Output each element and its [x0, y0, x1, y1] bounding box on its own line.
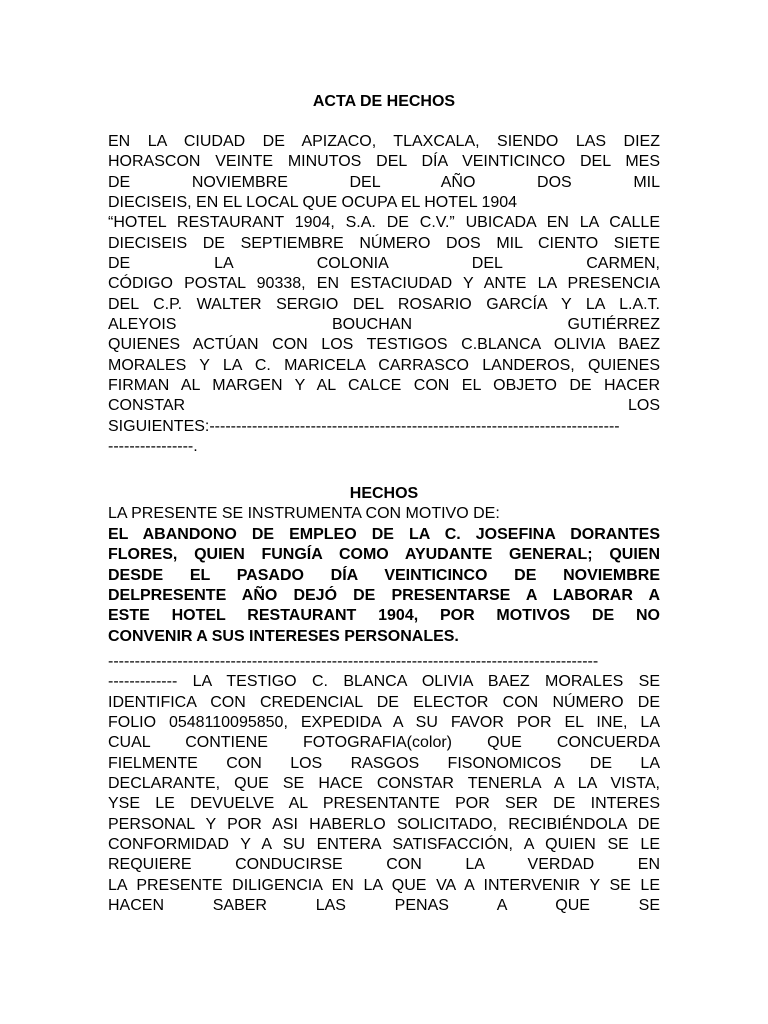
- text-line: CUAL CONTIENE FOTOGRAFIA(color) QUE CONCUERDA: [108, 734, 660, 752]
- text-line: HORASCON VEINTE MINUTOS DEL DÍA VEINTICINCO DEL MES: [108, 153, 660, 171]
- text-line: FIELMENTE CON LOS RASGOS FISONOMICOS DE LA: [108, 754, 660, 772]
- text-line: IDENTIFICA CON CREDENCIAL DE ELECTOR CON NÚMERO DE: [108, 693, 660, 711]
- text-line: MORALES Y LA C. MARICELA CARRASCO LANDEROS, QUIENES: [108, 356, 660, 374]
- text-line: YSE LE DEVUELVE AL PRESENTANTE POR SER DE INTERES: [108, 795, 660, 813]
- text-line: HACEN SABER LAS PENAS A QUE SE: [108, 897, 660, 915]
- text-line: --------------------------------------------------------------------------------------------: [108, 653, 599, 670]
- text-line: CONVENIR A SUS INTERESES PERSONALES.: [108, 627, 459, 645]
- text-line: DE LA COLONIA DEL CARMEN,: [108, 255, 660, 273]
- text-line: PERSONAL Y POR ASI HABERLO SOLICITADO, RECIBIÉNDOLA DE: [108, 815, 660, 833]
- text-line: ESTE HOTEL RESTAURANT 1904, POR MOTIVOS DE NO: [108, 607, 660, 625]
- text-line: EN LA CIUDAD DE APIZACO, TLAXCALA, SIENDO LAS DIEZ: [108, 133, 660, 150]
- text-line: DELPRESENTE AÑO DEJÓ DE PRESENTARSE A LABORAR A: [108, 587, 660, 605]
- text-line: FLORES, QUIEN FUNGÍA COMO AYUDANTE GENERAL; QUIEN: [108, 546, 660, 564]
- hechos-bold-paragraph: [108, 525, 660, 647]
- intro-paragraph: [108, 132, 660, 458]
- testigo-paragraph: [108, 652, 660, 916]
- text-line: DIECISEIS DE SEPTIEMBRE NÚMERO DOS MIL CIENTO SIETE: [108, 234, 660, 252]
- text-line: “HOTEL RESTAURANT 1904, S.A. DE C.V.” UBICADA EN LA CALLE: [108, 214, 660, 232]
- text-line: SIGUIENTES:-----------------------------------------------------------------------------: [108, 417, 620, 435]
- text-line: ALEYOIS BOUCHAN GUTIÉRREZ: [108, 316, 660, 334]
- document-title: ACTA DE HECHOS: [312, 93, 456, 110]
- text-line: EL ABANDONO DE EMPLEO DE LA C. JOSEFINA DORANTES: [108, 526, 660, 543]
- hechos-section: [108, 484, 660, 525]
- text-line: QUIENES ACTÚAN CON LOS TESTIGOS C.BLANCA OLIVIA BAEZ: [108, 336, 660, 354]
- text-line: CONSTAR LOS: [108, 397, 660, 415]
- text-line: LA PRESENTE DILIGENCIA EN LA QUE VA A INTERVENIR Y SE LE: [108, 876, 660, 894]
- motivo-line: LA PRESENTE SE INSTRUMENTA CON MOTIVO DE:: [108, 505, 500, 523]
- text-line: CÓDIGO POSTAL 90338, EN ESTACIUDAD Y ANTE LA PRESENCIA: [108, 275, 660, 293]
- text-line: FIRMAN AL MARGEN Y AL CALCE CON EL OBJETO DE HACER: [108, 377, 660, 395]
- hechos-heading: HECHOS: [349, 485, 419, 502]
- text-line: ----------------.: [108, 438, 198, 456]
- text-line: FOLIO 0548110095850, EXPEDIDA A SU FAVOR POR EL INE, LA: [108, 714, 660, 732]
- text-line: DECLARANTE, QUE SE HACE CONSTAR TENERLA A LA VISTA,: [108, 775, 660, 793]
- text-line: REQUIERE CONDUCIRSE CON LA VERDAD EN: [108, 856, 660, 874]
- text-line: ------------- LA TESTIGO C. BLANCA OLIVIA BAEZ MORALES SE: [108, 673, 660, 691]
- text-line: DEL C.P. WALTER SERGIO DEL ROSARIO GARCÍA Y LA L.A.T.: [108, 295, 660, 313]
- text-line: CONFORMIDAD Y A SU ENTERA SATISFACCIÓN, A QUIEN SE LE: [108, 836, 660, 854]
- text-line: DE NOVIEMBRE DEL AÑO DOS MIL: [108, 173, 660, 191]
- text-line: DESDE EL PASADO DÍA VEINTICINCO DE NOVIEMBRE: [108, 566, 660, 584]
- text-line: DIECISEIS, EN EL LOCAL QUE OCUPA EL HOTEL 1904: [108, 194, 518, 212]
